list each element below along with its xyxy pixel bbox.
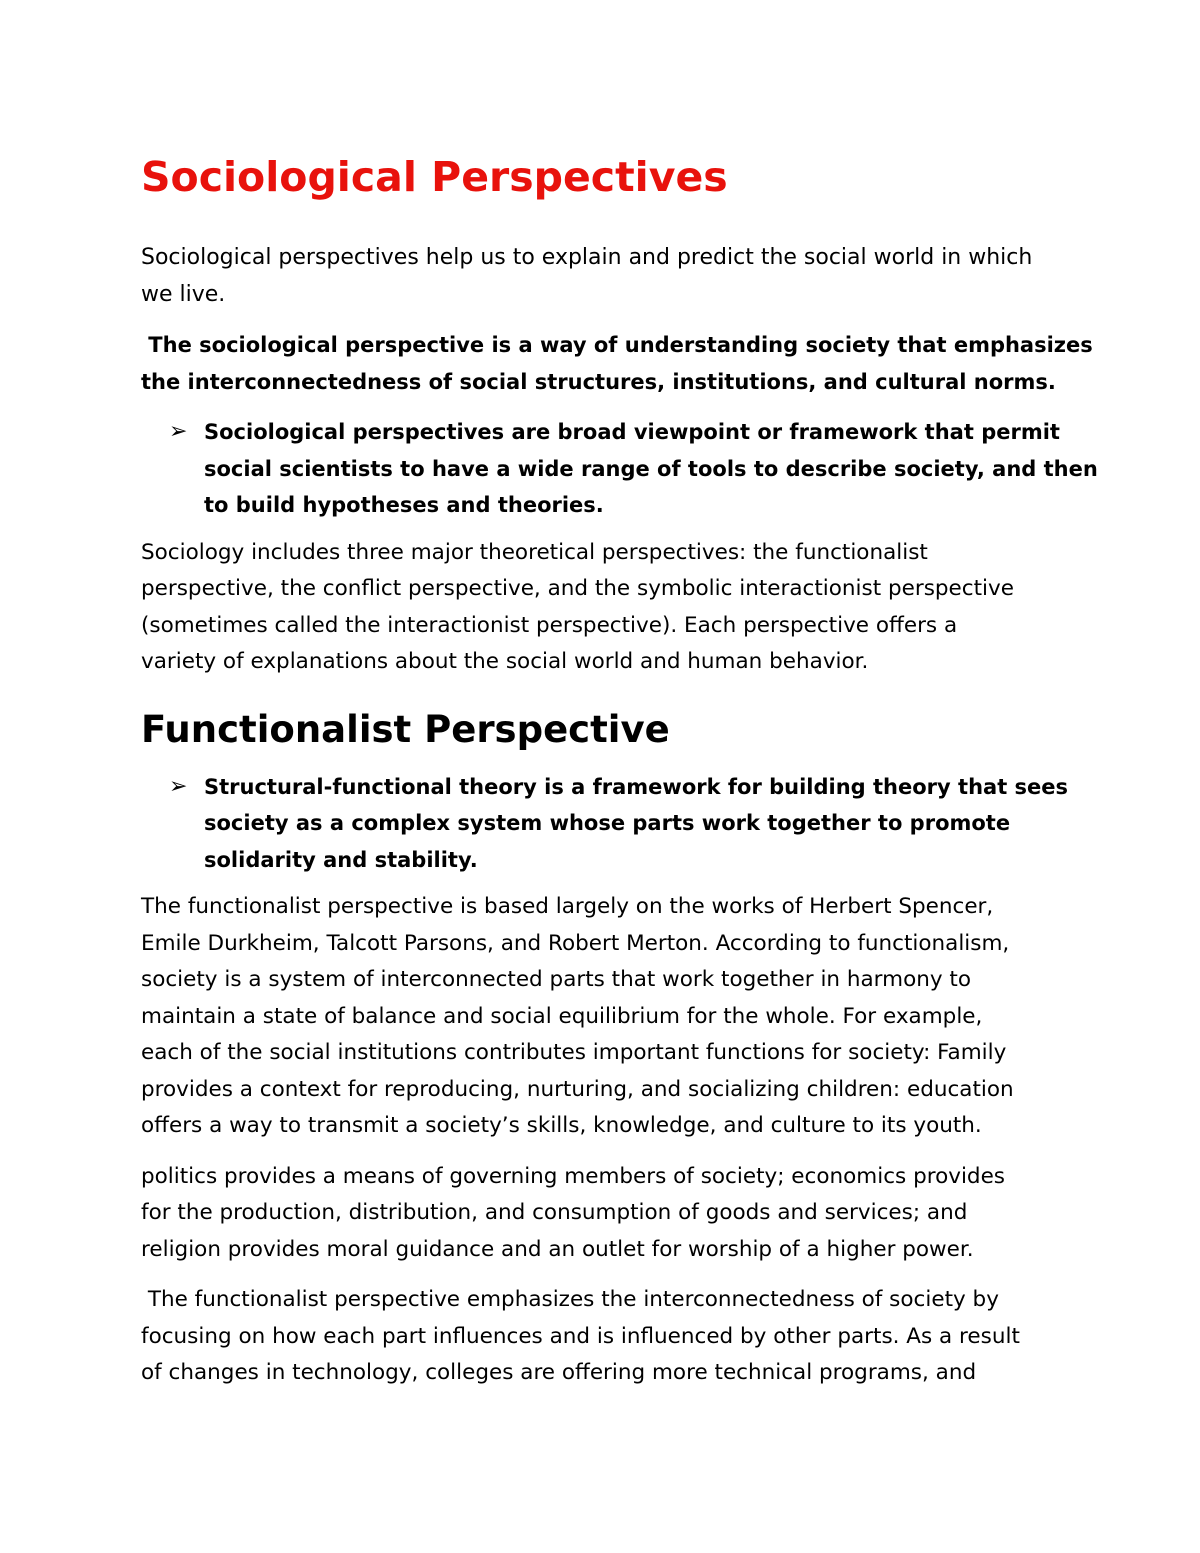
emphasis-paragraph: [141, 1282, 1061, 1392]
text-line: provides a context for reproducing, nurturing, and socializing children: education: [141, 1076, 1014, 1102]
text-line: offers a way to transmit a society’s skills, knowledge, and culture to its youth.: [141, 1113, 982, 1138]
text-line: The functionalist perspective is based largely on the works of Herbert Spencer,: [141, 894, 994, 919]
text-line: Emile Durkheim, Talcott Parsons, and Robert Merton. According to functionalism,: [141, 930, 1010, 956]
text-line: to build hypotheses and theories.: [204, 493, 604, 517]
text-line: we live.: [141, 281, 226, 307]
text-line: Structural-functional theory is a framework for building theory that sees: [204, 774, 1069, 799]
text-line: each of the social institutions contributes important functions for society: Family: [141, 1040, 1007, 1065]
arrow-bullet-icon: ➢: [169, 419, 188, 444]
document-body: [141, 150, 1098, 1406]
bullet-item: [141, 414, 1098, 524]
text-line: Sociology includes three major theoretical perspectives: the functionalist: [141, 539, 928, 565]
text-line: politics provides a means of governing members of society; economics provides: [141, 1163, 1006, 1189]
text-line: the interconnectedness of social structures, institutions, and cultural norms.: [141, 369, 1056, 394]
text-line: Sociological perspectives are broad viewpoint or framework that permit: [204, 420, 1060, 444]
intro-paragraph: [141, 240, 1061, 313]
text-line: (sometimes called the interactionist perspective). Each perspective offers a: [141, 612, 958, 638]
text-line: for the production, distribution, and consumption of goods and services; and: [141, 1200, 968, 1225]
text-line: society as a complex system whose parts work together to promote: [204, 811, 1011, 835]
text-line: focusing on how each part influences and is influenced by other parts. As a result: [141, 1323, 1020, 1349]
text-line: variety of explanations about the social world and human behavior.: [141, 649, 869, 674]
text-line: religion provides moral guidance and an outlet for worship of a higher power.: [141, 1236, 974, 1262]
section-heading: Functionalist Perspective: [141, 707, 670, 751]
text-line: The sociological perspective is a way of understanding society that emphasizes: [141, 333, 1093, 357]
text-line: social scientists to have a wide range of tools to describe society, and then: [204, 456, 1098, 481]
arrow-bullet-icon: ➢: [169, 773, 188, 799]
text-line: solidarity and stability.: [204, 847, 478, 872]
text-line: of changes in technology, colleges are offering more technical programs, and: [141, 1360, 977, 1385]
page-title: Sociological Perspectives: [141, 153, 728, 201]
text-line: maintain a state of balance and social equilibrium for the whole. For example,: [141, 1003, 983, 1029]
text-line: society is a system of interconnected parts that work together in harmony to: [141, 967, 972, 992]
text-line: The functionalist perspective emphasizes the interconnectedness of society by: [141, 1287, 999, 1312]
text-line: perspective, the conflict perspective, and the symbolic interactionist perspective: [141, 576, 1014, 601]
definition-paragraph: [141, 327, 1093, 400]
theories-paragraph: [141, 535, 1061, 681]
politics-paragraph: [141, 1159, 1061, 1269]
text-line: Sociological perspectives help us to explain and predict the social world in which: [141, 245, 1033, 270]
bullet-item: [141, 769, 1069, 879]
functionalist-paragraph: [141, 889, 1061, 1145]
